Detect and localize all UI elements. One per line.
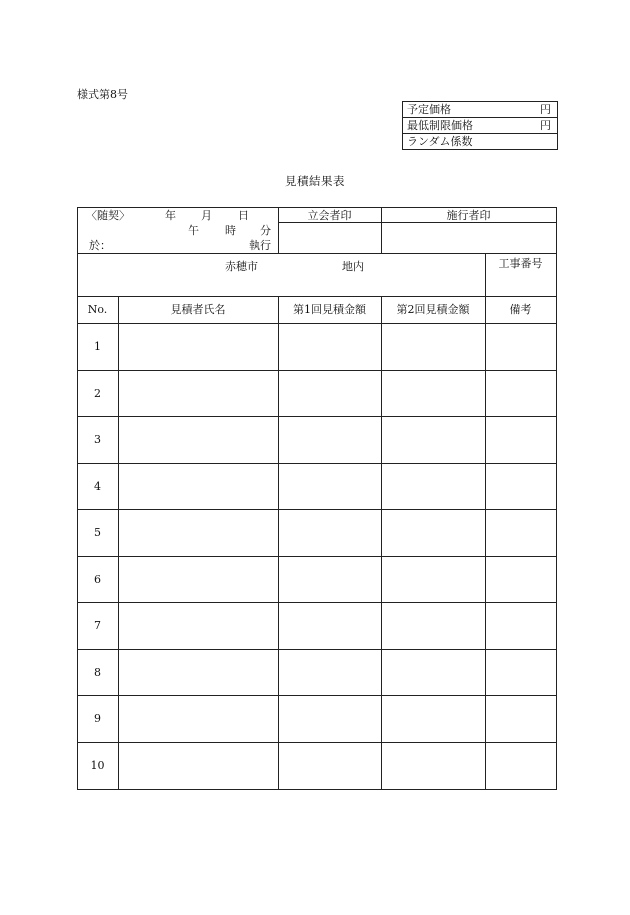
contractor-seal-header: 施行者印 (446, 209, 491, 222)
city-label: 赤穂市 (225, 260, 258, 273)
price-unit: 円 (540, 119, 551, 132)
row-line (77, 649, 557, 650)
minute-label: 分 (260, 224, 271, 237)
column-header-no: No. (87, 303, 108, 316)
column-header-second-estimate: 第2回見積金額 (396, 303, 470, 316)
document-title: 見積結果表 (285, 174, 345, 188)
row-line (77, 556, 557, 557)
column-header-remarks: 備考 (509, 303, 532, 316)
table-border-right (556, 207, 557, 789)
contract-type: 〈随契〉 (86, 209, 130, 222)
column-header-name: 見積者氏名 (170, 303, 226, 316)
hour-label: 時 (225, 224, 236, 237)
seal-header-line (278, 222, 557, 223)
price-label: ランダム係数 (407, 135, 473, 148)
row-number: 6 (94, 573, 101, 586)
year-label: 年 (165, 209, 176, 222)
day-label: 日 (238, 209, 249, 222)
price-unit: 円 (540, 103, 551, 116)
row-line (77, 742, 557, 743)
table-border-left (77, 207, 78, 789)
executed-label: 執行 (249, 239, 271, 252)
row-number: 7 (94, 619, 101, 632)
row-number: 4 (94, 480, 101, 493)
form-number: 様式第8号 (77, 88, 128, 101)
row-number: 3 (94, 433, 101, 446)
row-number: 10 (90, 759, 105, 772)
row-number: 5 (94, 526, 101, 539)
row-line (77, 509, 557, 510)
row-number: 2 (94, 387, 101, 400)
column-header-first-estimate: 第1回見積金額 (293, 303, 366, 316)
month-label: 月 (201, 209, 212, 222)
work-number-label: 工事番号 (498, 257, 543, 270)
row-line (77, 463, 557, 464)
row-number: 9 (94, 712, 101, 725)
district-label: 地内 (342, 260, 364, 273)
row-number: 1 (94, 340, 101, 353)
witness-seal-header: 立会者印 (307, 209, 352, 222)
price-label: 予定価格 (407, 103, 451, 116)
row-line (77, 370, 557, 371)
noon-label: 午 (188, 224, 199, 237)
row-line (77, 602, 557, 603)
location-label: 於： (89, 239, 111, 252)
row-number: 8 (94, 666, 101, 679)
price-label: 最低制限価格 (407, 119, 473, 132)
row-line (77, 416, 557, 417)
table-border-top (77, 207, 557, 208)
table-border-bottom (77, 789, 557, 790)
row-line (77, 695, 557, 696)
